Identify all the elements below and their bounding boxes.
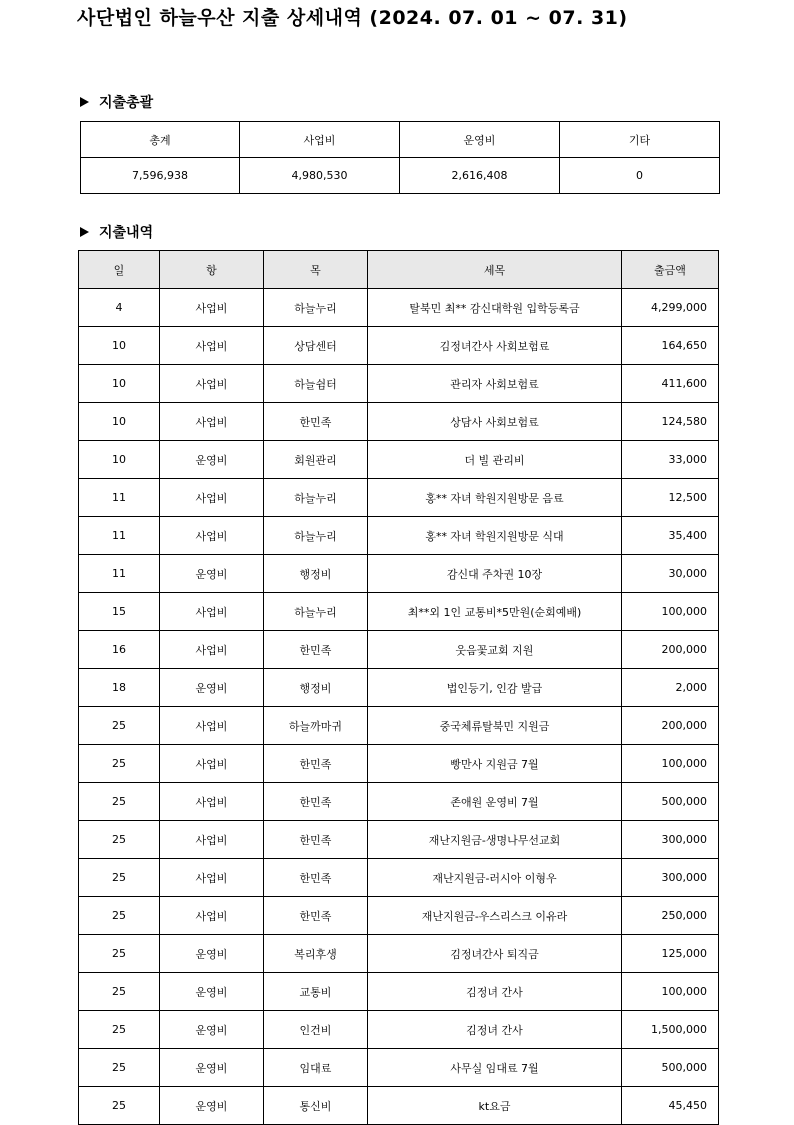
cell-day: 15: [79, 593, 160, 631]
table-row: [79, 517, 719, 555]
cell-category: 사업비: [160, 517, 264, 555]
cell-item: 행정비: [264, 555, 368, 593]
cell-item: 한민족: [264, 631, 368, 669]
header-item: 목: [264, 251, 368, 289]
cell-item: 임대료: [264, 1049, 368, 1087]
cell-amount: 4,299,000: [622, 289, 719, 327]
cell-day: 25: [79, 1011, 160, 1049]
cell-day: 18: [79, 669, 160, 707]
cell-item: 한민족: [264, 897, 368, 935]
cell-day: 11: [79, 479, 160, 517]
detail-header-row: [79, 251, 719, 289]
summary-header-operation: 운영비: [400, 122, 560, 158]
cell-detail: 홍** 자녀 학원지원방문 식대: [368, 517, 622, 555]
summary-value-row: [81, 158, 720, 194]
cell-detail: 홍** 자녀 학원지원방문 음료: [368, 479, 622, 517]
cell-day: 11: [79, 555, 160, 593]
cell-detail: 김정녀 간사: [368, 973, 622, 1011]
detail-table-body: [79, 289, 719, 1125]
cell-category: 운영비: [160, 1049, 264, 1087]
cell-detail: 관리자 사회보험료: [368, 365, 622, 403]
cell-category: 사업비: [160, 707, 264, 745]
cell-detail: 상담사 사회보험료: [368, 403, 622, 441]
table-row: [79, 593, 719, 631]
cell-category: 사업비: [160, 479, 264, 517]
cell-amount: 250,000: [622, 897, 719, 935]
cell-item: 하늘누리: [264, 479, 368, 517]
table-row: [79, 935, 719, 973]
cell-category: 사업비: [160, 783, 264, 821]
cell-item: 상담센터: [264, 327, 368, 365]
summary-value-total: 7,596,938: [81, 158, 240, 194]
summary-value-other: 0: [560, 158, 720, 194]
cell-detail: 재난지원금-생명나무선교회: [368, 821, 622, 859]
cell-item: 하늘까마귀: [264, 707, 368, 745]
cell-amount: 164,650: [622, 327, 719, 365]
cell-amount: 100,000: [622, 593, 719, 631]
cell-amount: 200,000: [622, 631, 719, 669]
cell-amount: 2,000: [622, 669, 719, 707]
cell-item: 하늘누리: [264, 517, 368, 555]
cell-day: 25: [79, 897, 160, 935]
cell-category: 운영비: [160, 935, 264, 973]
table-row: [79, 327, 719, 365]
cell-amount: 300,000: [622, 859, 719, 897]
cell-category: 사업비: [160, 289, 264, 327]
cell-item: 교통비: [264, 973, 368, 1011]
cell-day: 25: [79, 821, 160, 859]
cell-category: 운영비: [160, 1087, 264, 1125]
cell-day: 25: [79, 707, 160, 745]
cell-day: 10: [79, 327, 160, 365]
table-row: [79, 821, 719, 859]
cell-category: 사업비: [160, 821, 264, 859]
cell-day: 25: [79, 859, 160, 897]
cell-detail: 존애원 운영비 7월: [368, 783, 622, 821]
table-row: [79, 973, 719, 1011]
cell-item: 행정비: [264, 669, 368, 707]
cell-day: 25: [79, 1087, 160, 1125]
cell-detail: 최**외 1인 교통비*5만원(순회예배): [368, 593, 622, 631]
cell-category: 사업비: [160, 365, 264, 403]
cell-detail: 빵만사 지원금 7월: [368, 745, 622, 783]
cell-amount: 100,000: [622, 973, 719, 1011]
cell-day: 4: [79, 289, 160, 327]
cell-item: 한민족: [264, 821, 368, 859]
cell-day: 25: [79, 745, 160, 783]
header-category: 항: [160, 251, 264, 289]
cell-day: 25: [79, 1049, 160, 1087]
table-row: [79, 289, 719, 327]
cell-item: 인건비: [264, 1011, 368, 1049]
cell-category: 운영비: [160, 973, 264, 1011]
summary-header-business: 사업비: [240, 122, 400, 158]
cell-category: 사업비: [160, 403, 264, 441]
table-row: [79, 897, 719, 935]
cell-item: 하늘쉼터: [264, 365, 368, 403]
cell-category: 사업비: [160, 631, 264, 669]
cell-item: 하늘누리: [264, 593, 368, 631]
cell-detail: 더 빌 관리비: [368, 441, 622, 479]
cell-detail: 김정녀간사 퇴직금: [368, 935, 622, 973]
detail-heading: [80, 222, 153, 242]
cell-item: 회원관리: [264, 441, 368, 479]
cell-category: 운영비: [160, 669, 264, 707]
cell-day: 25: [79, 973, 160, 1011]
header-amount: 출금액: [622, 251, 719, 289]
cell-category: 운영비: [160, 441, 264, 479]
table-row: [79, 1087, 719, 1125]
cell-item: 한민족: [264, 783, 368, 821]
cell-detail: 탈북민 최** 감신대학원 입학등록금: [368, 289, 622, 327]
cell-detail: 중국체류탈북민 지원금: [368, 707, 622, 745]
table-row: [79, 555, 719, 593]
cell-amount: 30,000: [622, 555, 719, 593]
summary-header-other: 기타: [560, 122, 720, 158]
cell-category: 운영비: [160, 1011, 264, 1049]
cell-amount: 200,000: [622, 707, 719, 745]
cell-detail: 감신대 주차권 10장: [368, 555, 622, 593]
cell-detail: 김정녀 간사: [368, 1011, 622, 1049]
cell-day: 25: [79, 935, 160, 973]
cell-item: 복리후생: [264, 935, 368, 973]
cell-category: 사업비: [160, 745, 264, 783]
cell-detail: 재난지원금-우스리스크 이유라: [368, 897, 622, 935]
table-row: [79, 669, 719, 707]
cell-amount: 1,500,000: [622, 1011, 719, 1049]
cell-day: 10: [79, 365, 160, 403]
table-row: [79, 1011, 719, 1049]
cell-day: 10: [79, 403, 160, 441]
cell-amount: 35,400: [622, 517, 719, 555]
cell-item: 하늘누리: [264, 289, 368, 327]
cell-detail: 법인등기, 인감 발급: [368, 669, 622, 707]
cell-category: 사업비: [160, 593, 264, 631]
cell-amount: 33,000: [622, 441, 719, 479]
cell-amount: 125,000: [622, 935, 719, 973]
cell-amount: 300,000: [622, 821, 719, 859]
table-row: [79, 403, 719, 441]
cell-amount: 124,580: [622, 403, 719, 441]
cell-amount: 500,000: [622, 1049, 719, 1087]
table-row: [79, 1049, 719, 1087]
cell-day: 10: [79, 441, 160, 479]
cell-detail: 사무실 임대료 7월: [368, 1049, 622, 1087]
detail-heading-label: 지출내역: [99, 225, 154, 241]
table-row: [79, 707, 719, 745]
cell-detail: 재난지원금-러시아 이형우: [368, 859, 622, 897]
table-row: [79, 631, 719, 669]
cell-category: 운영비: [160, 555, 264, 593]
table-row: [79, 441, 719, 479]
table-row: [79, 859, 719, 897]
cell-category: 사업비: [160, 327, 264, 365]
triangle-bullet-icon: [80, 97, 89, 107]
cell-item: 한민족: [264, 403, 368, 441]
cell-day: 25: [79, 783, 160, 821]
header-detail: 세목: [368, 251, 622, 289]
cell-category: 사업비: [160, 859, 264, 897]
page-title: 사단법인 하늘우산 지출 상세내역 (2024. 07. 01 ~ 07. 31): [77, 7, 628, 29]
table-row: [79, 745, 719, 783]
summary-value-operation: 2,616,408: [400, 158, 560, 194]
cell-day: 11: [79, 517, 160, 555]
detail-table: [78, 250, 719, 1125]
summary-heading: [80, 92, 153, 112]
cell-amount: 12,500: [622, 479, 719, 517]
summary-header-row: [81, 122, 720, 158]
cell-amount: 100,000: [622, 745, 719, 783]
table-row: [79, 783, 719, 821]
header-day: 일: [79, 251, 160, 289]
table-row: [79, 365, 719, 403]
summary-value-business: 4,980,530: [240, 158, 400, 194]
summary-header-total: 총계: [81, 122, 240, 158]
cell-amount: 45,450: [622, 1087, 719, 1125]
cell-category: 사업비: [160, 897, 264, 935]
cell-detail: kt요금: [368, 1087, 622, 1125]
cell-item: 한민족: [264, 745, 368, 783]
summary-table: [80, 121, 720, 194]
cell-amount: 411,600: [622, 365, 719, 403]
table-row: [79, 479, 719, 517]
cell-day: 16: [79, 631, 160, 669]
cell-amount: 500,000: [622, 783, 719, 821]
cell-item: 한민족: [264, 859, 368, 897]
cell-item: 통신비: [264, 1087, 368, 1125]
summary-heading-label: 지출총괄: [99, 95, 154, 111]
cell-detail: 김정녀간사 사회보험료: [368, 327, 622, 365]
cell-detail: 웃음꽃교회 지원: [368, 631, 622, 669]
triangle-bullet-icon: [80, 227, 89, 237]
